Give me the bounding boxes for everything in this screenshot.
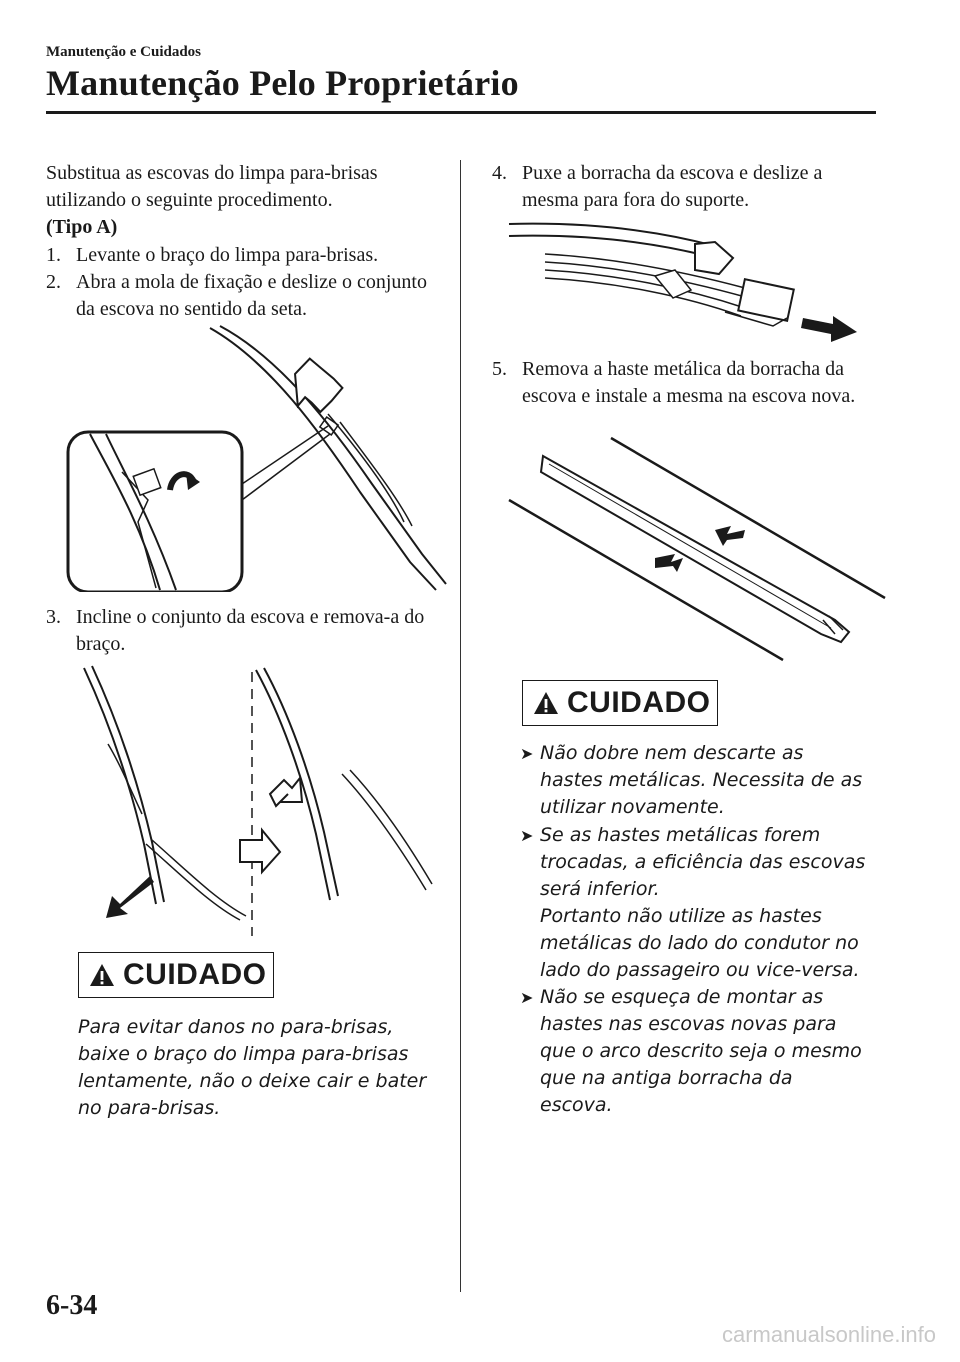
watermark: carmanualsonline.info xyxy=(721,1322,936,1347)
step-text: Puxe a borracha da escova e deslize a mesma para fora do suporte. xyxy=(522,162,823,211)
step-number: 5. xyxy=(492,358,507,380)
arrow-bullet-icon: ➤ xyxy=(520,826,534,845)
caution-box xyxy=(78,952,274,998)
caution-item-text: Não se esqueça de montar as hastes nas escovas novas para que o arco descrito seja o mesmo que na antiga borracha da escova. xyxy=(540,986,862,1116)
title-divider xyxy=(46,111,876,114)
section-label: Manutenção e Cuidados xyxy=(46,44,202,60)
step-number: 4. xyxy=(492,162,507,184)
page-title: Manutenção Pelo Proprietário xyxy=(46,63,519,103)
type-label: (Tipo A) xyxy=(46,216,118,238)
step-number: 1. xyxy=(46,244,61,266)
caution-item xyxy=(520,984,870,1119)
step-text: Incline o conjunto da escova e remova-a do braço. xyxy=(76,606,425,655)
warning-icon xyxy=(533,691,559,715)
caution-item xyxy=(520,740,870,821)
step-text: Abra a mola de fixação e deslize o conjunto da escova no sentido da seta. xyxy=(76,271,427,320)
caution-text: Para evitar danos no para-brisas, baixe o braço do limpa para-brisas lentamente, não o deixe cair e bater no para-brisas. xyxy=(78,1016,427,1119)
step-1 xyxy=(46,242,436,269)
figure-metal-rods xyxy=(505,434,889,666)
caution-label: CUIDADO xyxy=(123,958,267,991)
step-text: Levante o braço do limpa para-brisas. xyxy=(76,244,379,266)
warning-icon xyxy=(89,963,115,987)
intro-text: Substitua as escovas do limpa para-brisas utilizando o seguinte procedimento. xyxy=(46,162,378,211)
step-text: Remova a haste metálica da borracha da escova e instale a mesma na escova nova. xyxy=(522,358,856,407)
step-4 xyxy=(492,160,882,214)
caution-label: CUIDADO xyxy=(567,686,711,719)
page-number: 6-34 xyxy=(46,1290,98,1321)
caution-item-text: Não dobre nem descarte as hastes metálicas. Necessita de as utilizar novamente. xyxy=(540,742,863,818)
figure-release-clip xyxy=(60,322,450,592)
caution-box xyxy=(522,680,718,726)
step-3 xyxy=(46,604,436,658)
caution-item xyxy=(520,822,870,984)
step-2 xyxy=(46,269,436,323)
step-5 xyxy=(492,356,882,410)
figure-remove-blade xyxy=(80,664,436,940)
caution-item-text: Se as hastes metálicas forem trocadas, a eficiência das escovas será inferior. Portanto não utilize as hastes metálicas do lado do condutor no lado do passageiro ou vice-versa. xyxy=(540,824,866,981)
figure-pull-rubber xyxy=(505,214,865,344)
arrow-bullet-icon: ➤ xyxy=(520,988,534,1007)
arrow-bullet-icon: ➤ xyxy=(520,744,534,763)
step-number: 3. xyxy=(46,606,61,628)
step-number: 2. xyxy=(46,271,61,293)
column-divider xyxy=(460,160,461,1292)
